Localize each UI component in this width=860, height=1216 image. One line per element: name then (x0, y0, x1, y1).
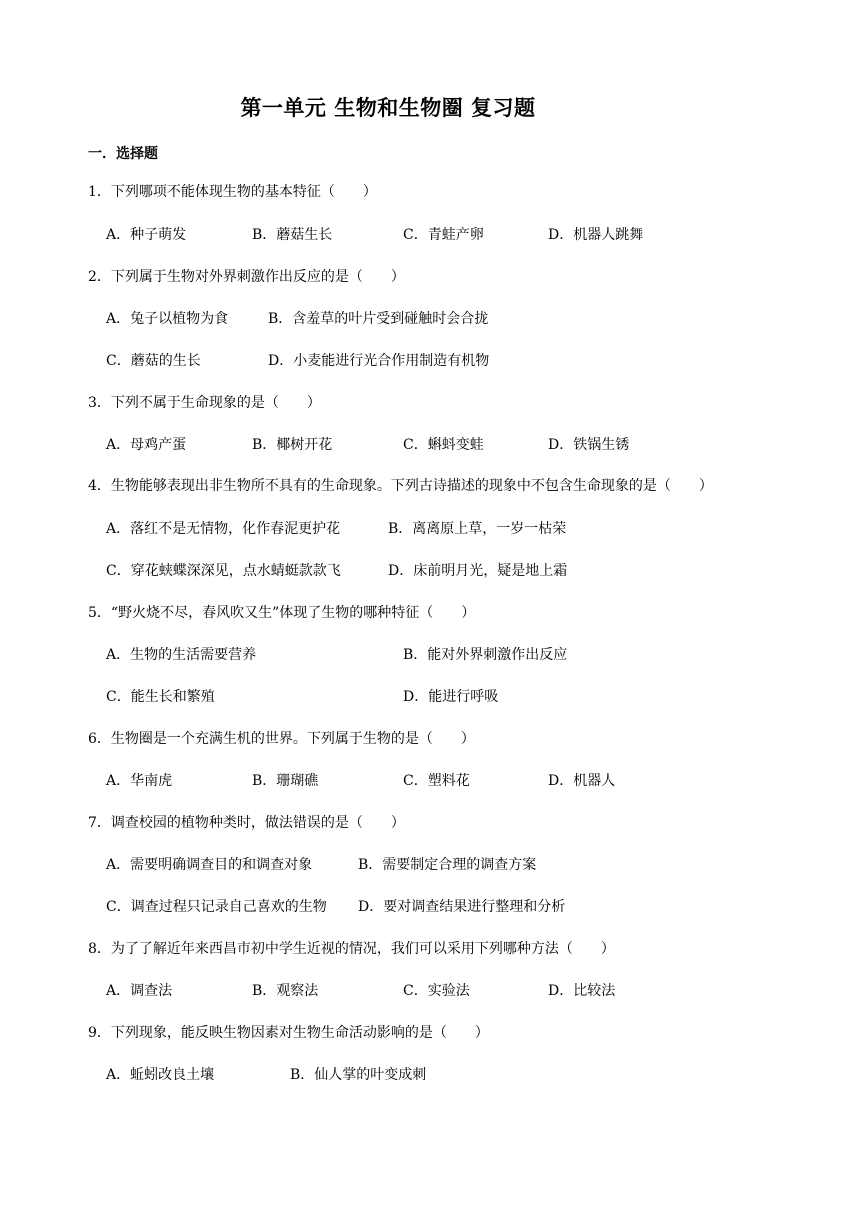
option-a: A．蚯蚓改良土壤 (106, 1067, 215, 1083)
option-c: C．塑料花 (403, 773, 470, 789)
option-d: D．能进行呼吸 (403, 689, 499, 705)
option-a: A．华南虎 (106, 773, 173, 789)
option-d: D．机器人 (548, 773, 616, 789)
option-d: D．小麦能进行光合作用制造有机物 (268, 353, 490, 369)
question-stem: 8．为了了解近年来西昌市初中学生近视的情况，我们可以采用下列哪种方法（ ） (88, 941, 615, 957)
option-c: C．能生长和繁殖 (106, 689, 215, 705)
option-b: B．离离原上草，一岁一枯荣 (388, 521, 567, 537)
option-d: D．机器人跳舞 (548, 227, 644, 243)
option-c: C．蘑菇的生长 (106, 353, 201, 369)
option-a: A．生物的生活需要营养 (106, 647, 257, 663)
option-a: A．落红不是无情物，化作春泥更护花 (106, 521, 341, 537)
question-stem: 6．生物圈是一个充满生机的世界。下列属于生物的是（ ） (88, 731, 475, 747)
option-c: C．调查过程只记录自己喜欢的生物 (106, 899, 327, 915)
section-heading: 一．选择题 (88, 146, 158, 162)
option-b: B．蘑菇生长 (252, 227, 333, 243)
page-title: 第一单元 生物和生物圈 复习题 (240, 96, 536, 120)
question-stem: 7．调查校园的植物种类时，做法错误的是（ ） (88, 815, 405, 831)
question-stem: 5．“野火烧不尽，春风吹又生”体现了生物的哪种特征（ ） (88, 605, 476, 621)
question-stem: 4．生物能够表现出非生物所不具有的生命现象。下列古诗描述的现象中不包含生命现象的是（ ） (88, 478, 713, 494)
option-b: B．需要制定合理的调查方案 (358, 857, 537, 873)
question-stem: 3．下列不属于生命现象的是（ ） (88, 395, 321, 411)
option-c: C．穿花蛱蝶深深见，点水蜻蜓款款飞 (106, 563, 341, 579)
option-b: B．能对外界刺激作出反应 (403, 647, 568, 663)
option-d: D．铁锅生锈 (548, 437, 630, 453)
option-d: D．要对调查结果进行整理和分析 (358, 899, 566, 915)
option-a: A．需要明确调查目的和调查对象 (106, 857, 313, 873)
option-b: B．椰树开花 (252, 437, 333, 453)
option-c: C．实验法 (403, 983, 470, 999)
question-stem: 2．下列属于生物对外界刺激作出反应的是（ ） (88, 269, 405, 285)
option-b: B．观察法 (252, 983, 319, 999)
option-b: B．仙人掌的叶变成刺 (290, 1067, 427, 1083)
option-d: D．比较法 (548, 983, 616, 999)
option-a: A．调查法 (106, 983, 173, 999)
option-c: C．青蛙产卵 (403, 227, 484, 243)
option-c: C．蝌蚪变蛙 (403, 437, 484, 453)
option-d: D．床前明月光，疑是地上霜 (388, 563, 568, 579)
option-b: B．珊瑚礁 (252, 773, 319, 789)
option-a: A．母鸡产蛋 (106, 437, 187, 453)
question-stem: 9．下列现象，能反映生物因素对生物生命活动影响的是（ ） (88, 1025, 489, 1041)
option-b: B．含羞草的叶片受到碰触时会合拢 (268, 311, 489, 327)
option-a: A．兔子以植物为食 (106, 311, 229, 327)
question-stem: 1．下列哪项不能体现生物的基本特征（ ） (88, 184, 377, 200)
option-a: A．种子萌发 (106, 227, 187, 243)
